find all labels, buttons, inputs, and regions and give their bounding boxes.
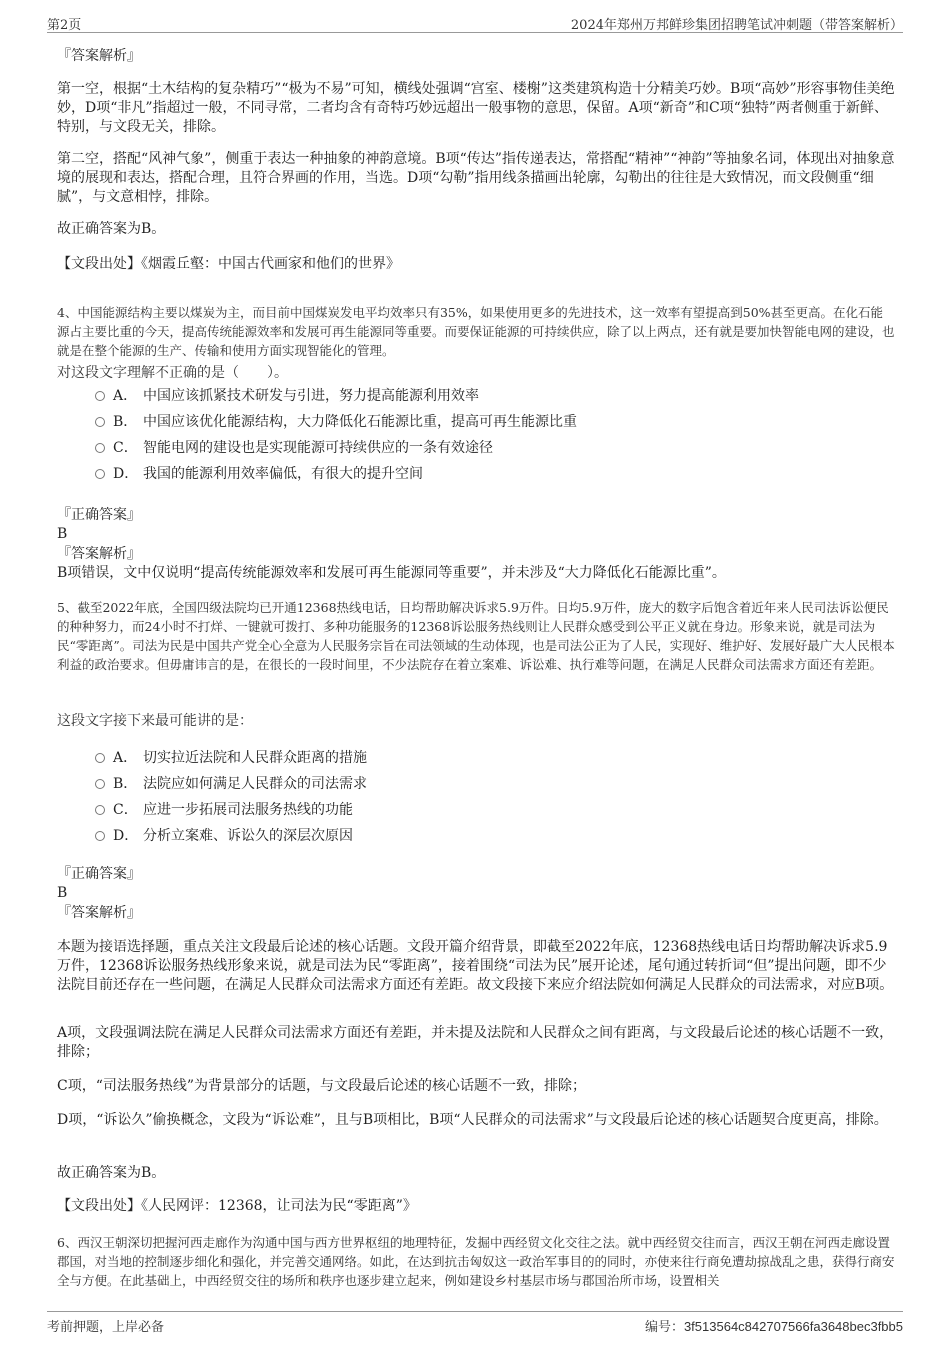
q4-answer-label: 『正确答案』 [57, 507, 141, 523]
q3-analysis-label: 『答案解析』 [57, 48, 141, 64]
footer-note: 考前押题，上岸必备 [47, 1320, 165, 1335]
document-title: 2024年郑州万邦鲜珍集团招聘笔试冲刺题（带答案解析） [570, 18, 903, 33]
q4-option-a[interactable]: A． 中国应该抓紧技术研发与引进，努力提高能源利用效率 [95, 386, 479, 406]
q3-analysis-p2: 第二空，搭配“风神气象”，侧重于表达一种抽象的神韵意境。B项“传达”指传递表达，常搭配“精神”“神韵”等抽象名词，体现出对抽象意境的展现和表达，搭配合理，且符合界画的作用，当选。D项“勾勒”指用线条描画出轮廓，勾勒出的往往是大致情况，而文段侧重“细腻”，与文意相悖，排除。 [57, 151, 895, 205]
q5-source: 【文段出处】《人民网评：12368，让司法为民“零距离”》 [57, 1198, 417, 1214]
radio-icon[interactable] [95, 417, 105, 427]
radio-icon[interactable] [95, 779, 105, 789]
page-number: 第2页 [47, 18, 82, 33]
q5-option-a[interactable]: A． 切实拉近法院和人民群众距离的措施 [95, 748, 367, 768]
page-header [47, 12, 903, 33]
q5-answer: B [57, 885, 68, 901]
radio-icon[interactable] [95, 753, 105, 763]
q3-conclusion: 故正确答案为B。 [57, 221, 166, 237]
q6-stem: 6、西汉王朝深切把握河西走廊作为沟通中国与西方世界枢纽的地理特征，发掘中西经贸文化交往之法。就中西经贸交往而言，西汉王朝在河西走廊设置郡国，对当地的控制逐步细化和强化，并完善交通网络。如此，在达到抗击匈奴这一政治军事目的的同时，亦使来往行商免遭劫掠战乱之患，获得行商安全与方便。在此基础上，中西经贸交往的场所和秩序也逐步建立起来，例如建设乡村基层市场与郡国治所市场，设置相关 [57, 1235, 895, 1288]
radio-icon[interactable] [95, 391, 105, 401]
q4-analysis: B项错误，文中仅说明“提高传统能源效率和发展可再生能源同等重要”，并未涉及“大力降低化石能源比重”。 [57, 565, 726, 581]
q5-analysis-p2: A项，文段强调法院在满足人民群众司法需求方面还有差距，并未提及法院和人民群众之间有距离，与文段最后论述的核心话题不一致，排除； [57, 1025, 894, 1060]
q4-question: 对这段文字理解不正确的是（ ）。 [57, 365, 288, 381]
radio-icon[interactable] [95, 443, 105, 453]
q5-option-c[interactable]: C． 应进一步拓展司法服务热线的功能 [95, 800, 353, 820]
radio-icon[interactable] [95, 805, 105, 815]
q3-source: 【文段出处】《烟霞丘壑：中国古代画家和他们的世界》 [57, 256, 400, 272]
radio-icon[interactable] [95, 831, 105, 841]
q5-answer-label: 『正确答案』 [57, 866, 141, 882]
q5-stem: 5、截至2022年底，全国四级法院均已开通12368热线电话，日均帮助解决诉求5.9万件。日均5.9万件，庞大的数字后饱含着近年来人民司法诉讼便民的种种努力，而24小时不打烊、一键就可拨打、多种功能服务的12368诉讼服务热线则让人民群众感受到公平正义就在身边。形象来说，就是司法为民“零距离”。司法为民是中国共产党全心全意为人民服务宗旨在司法领域的生动体现，也是司法公正为了人民，实现好、维护好、发展好最广大人民根本利益的政治要求。但毋庸讳言的是，在很长的一段时间里，不少法院存在着立案难、诉讼难、执行难等问题，在满足人民群众司法需求方面还有差距。 [57, 600, 895, 672]
q5-analysis-p4: D项，“诉讼久”偷换概念，文段为“诉讼难”，且与B项相比，B项“人民群众的司法需求”与文段最后论述的核心话题契合度更高，排除。 [57, 1112, 888, 1128]
page-footer [47, 1311, 903, 1334]
q3-analysis-p1: 第一空，根据“土木结构的复杂精巧”“极为不易”可知，横线处强调“宫室、楼榭”这类建筑构造十分精美巧妙。B项“高妙”形容事物佳美绝妙，D项“非凡”指超过一般，不同寻常，二者均含有奇特巧妙远超出一般事物的意思，保留。A项“新奇”和C项“独特”两者侧重于新鲜、特别，与文段无关，排除。 [57, 81, 895, 135]
q4-option-b[interactable]: B． 中国应该优化能源结构，大力降低化石能源比重，提高可再生能源比重 [95, 412, 577, 432]
q4-stem: 4、中国能源结构主要以煤炭为主，而目前中国煤炭发电平均效率只有35%，如果使用更多的先进技术，这一效率有望提高到50%甚至更高。在化石能源占主要比重的今天，提高传统能源效率和发展可再生能源同等重要。而要保证能源的可持续供应，除了以上两点，还有就是要加快智能电网的建设，也就是在整个能源的生产、传输和使用方面实现智能化的管理。 [57, 305, 895, 358]
radio-icon[interactable] [95, 469, 105, 479]
q4-analysis-label: 『答案解析』 [57, 546, 141, 562]
q4-answer: B [57, 526, 68, 542]
q5-conclusion: 故正确答案为B。 [57, 1165, 166, 1181]
q4-option-c[interactable]: C． 智能电网的建设也是实现能源可持续供应的一条有效途径 [95, 438, 493, 458]
q5-question: 这段文字接下来最可能讲的是： [57, 713, 253, 729]
q5-analysis-label: 『答案解析』 [57, 905, 141, 921]
q4-option-d[interactable]: D． 我国的能源利用效率偏低，有很大的提升空间 [95, 464, 423, 484]
document-code: 编号：3f513564c842707566fa3648bec3fbb5 [644, 1319, 903, 1334]
q5-option-b[interactable]: B． 法院应如何满足人民群众的司法需求 [95, 774, 367, 794]
q5-analysis-p3: C项，“司法服务热线”为背景部分的话题，与文段最后论述的核心话题不一致，排除； [57, 1078, 587, 1094]
q5-option-d[interactable]: D． 分析立案难、诉讼久的深层次原因 [95, 826, 353, 846]
q5-analysis-p1: 本题为接语选择题，重点关注文段最后论述的核心话题。文段开篇介绍背景，即截至2022年底，12368热线电话日均帮助解决诉求5.9万件，12368诉讼服务热线形象来说，就是司法为民“零距离”，接着围绕“司法为民”展开论述，尾句通过转折词“但”提出问题，即不少法院目前还存在一些问题，在满足人民群众司法需求方面还有差距。故文段接下来应介绍法院如何满足人民群众的司法需求，对应B项。 [57, 939, 894, 993]
